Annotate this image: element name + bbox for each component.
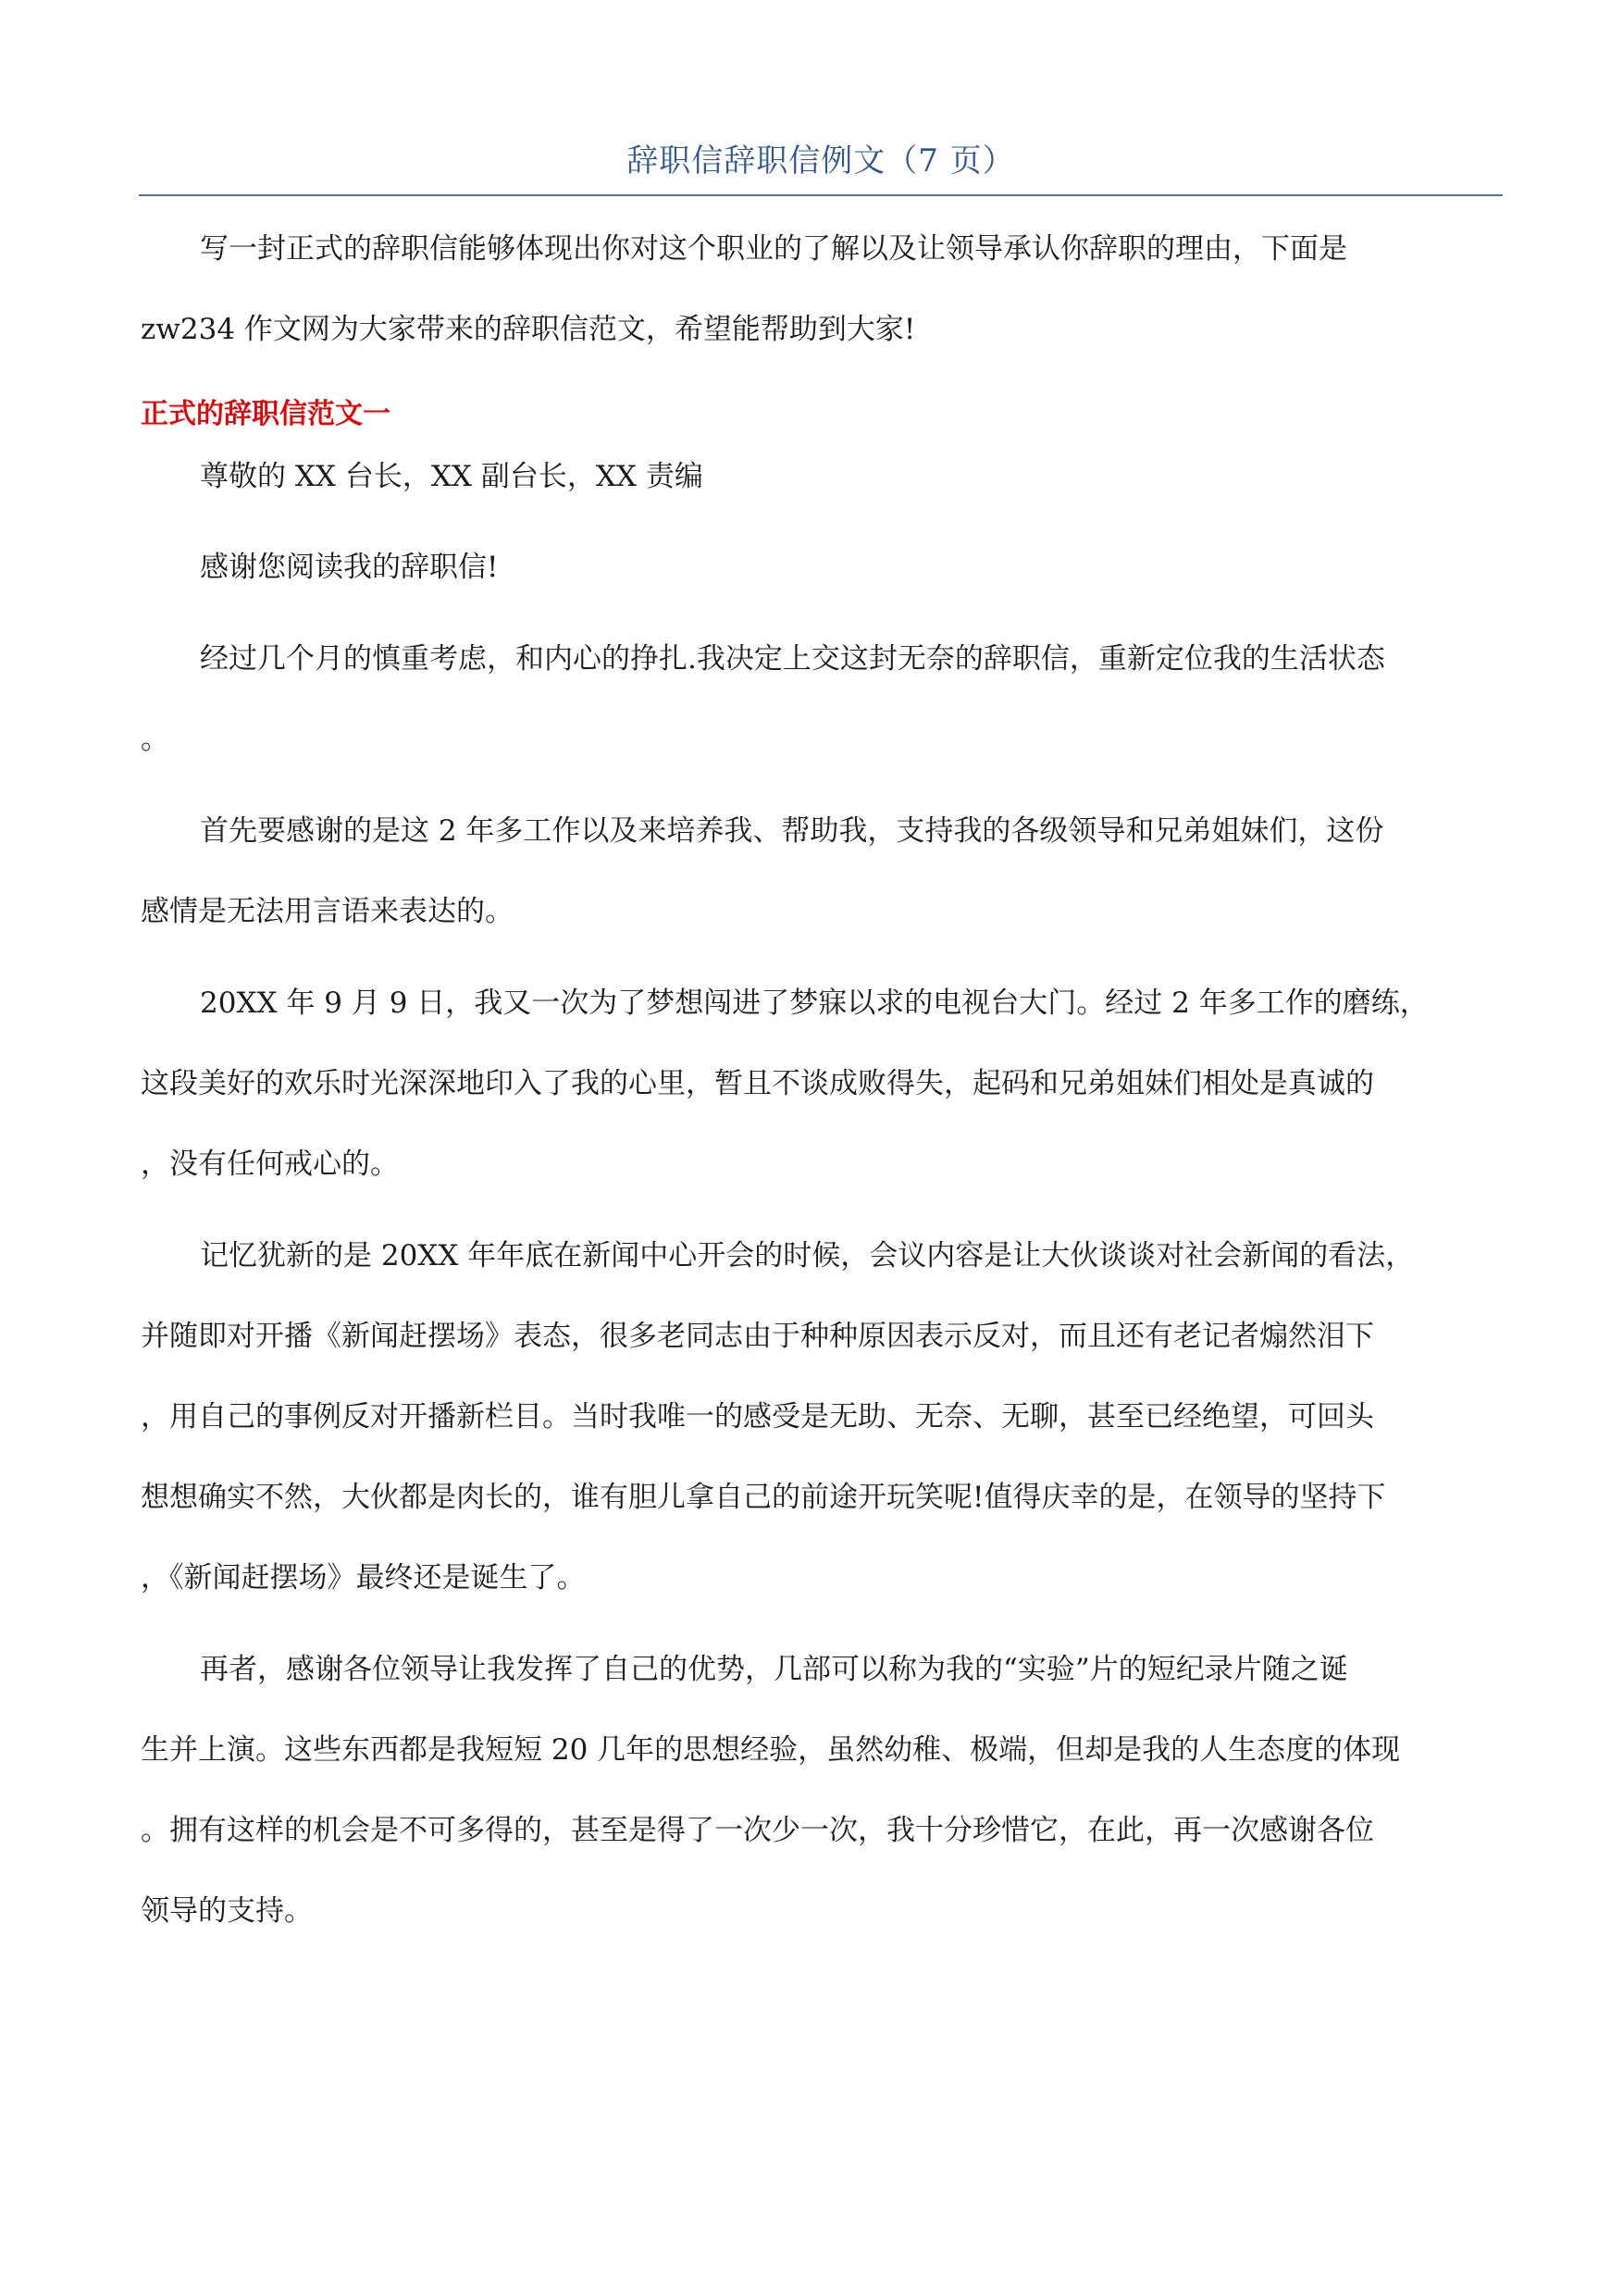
paragraph-line: 经过几个月的慎重考虑，和内心的挣扎.我决定上交这封无奈的辞职信，重新定位我的生活状态	[200, 642, 1385, 676]
intro-paragraph	[141, 209, 1501, 370]
letter-thanks	[141, 527, 1501, 608]
paragraph-line: 记忆犹新的是 20XX 年年底在新闻中心开会的时候，会议内容是让大伙谈谈对社会新闻的看法，	[200, 1239, 1415, 1272]
letter-salutation	[141, 444, 1501, 509]
thanks-text: 感谢您阅读我的辞职信!	[200, 551, 499, 584]
paragraph-line: 感情是无法用言语来表达的。	[141, 895, 514, 928]
paragraph-line: 首先要感谢的是这 2 年多工作以及来培养我、帮助我，支持我的各级领导和兄弟姐妹们，这份	[200, 814, 1384, 848]
paragraph-line: ，没有任何戒心的。	[141, 1148, 399, 1181]
paragraph-line: ，用自己的事例反对开播新栏目。当时我唯一的感受是无助、无奈、无聊，甚至已经绝望，可回头	[141, 1400, 1374, 1433]
letter-paragraph	[141, 963, 1501, 1205]
paragraph-line: 并随即对开播《新闻赶摆场》表态，很多老同志由于种种原因表示反对，而且还有老记者煽然泪下	[141, 1320, 1374, 1353]
intro-line: 写一封正式的辞职信能够体现出你对这个职业的了解以及让领导承认你辞职的理由，下面是	[200, 232, 1347, 266]
salutation-text: 尊敬的 XX 台长，XX 副台长，XX 责编	[200, 460, 703, 493]
paragraph-line: 20XX 年 9 月 9 日，我又一次为了梦想闯进了梦寐以求的电视台大门。经过 2 年多工作的磨练，	[200, 987, 1429, 1020]
letter-paragraph	[141, 791, 1501, 952]
paragraph-line: ，《新闻赶摆场》最终还是诞生了。	[141, 1561, 586, 1595]
document-body	[141, 209, 1501, 1963]
intro-line: zw234 作文网为大家带来的辞职信范文，希望能帮助到大家!	[141, 313, 916, 346]
paragraph-line: 生并上演。这些东西都是我短短 20 几年的思想经验，虽然幼稚、极端，但却是我的人生态度的体现	[141, 1733, 1401, 1767]
document-title: 辞职信辞职信例文（7 页）	[626, 143, 1015, 180]
letter-paragraph	[141, 1216, 1501, 1619]
paragraph-line: 。拥有这样的机会是不可多得的，甚至是得了一次少一次，我十分珍惜它，在此，再一次感谢各位	[141, 1814, 1374, 1847]
paragraph-line: 再者，感谢各位领导让我发挥了自己的优势，几部可以称为我的“实验”片的短纪录片随之诞	[200, 1653, 1348, 1686]
paragraph-line: 领导的支持。	[141, 1894, 313, 1928]
paragraph-line: 想想确实不然，大伙都是肉长的，谁有胆儿拿自己的前途开玩笑呢!值得庆幸的是，在领导的坚持下	[141, 1481, 1386, 1514]
document-header	[139, 137, 1503, 196]
paragraph-line: 。	[141, 723, 169, 756]
paragraph-line: 这段美好的欢乐时光深深地印入了我的心里，暂且不谈成败得失，起码和兄弟姐妹们相处是真诚的	[141, 1067, 1374, 1100]
section-heading: 正式的辞职信范文一	[141, 398, 390, 430]
letter-paragraph	[141, 1630, 1501, 1952]
letter-paragraph	[141, 619, 1501, 780]
